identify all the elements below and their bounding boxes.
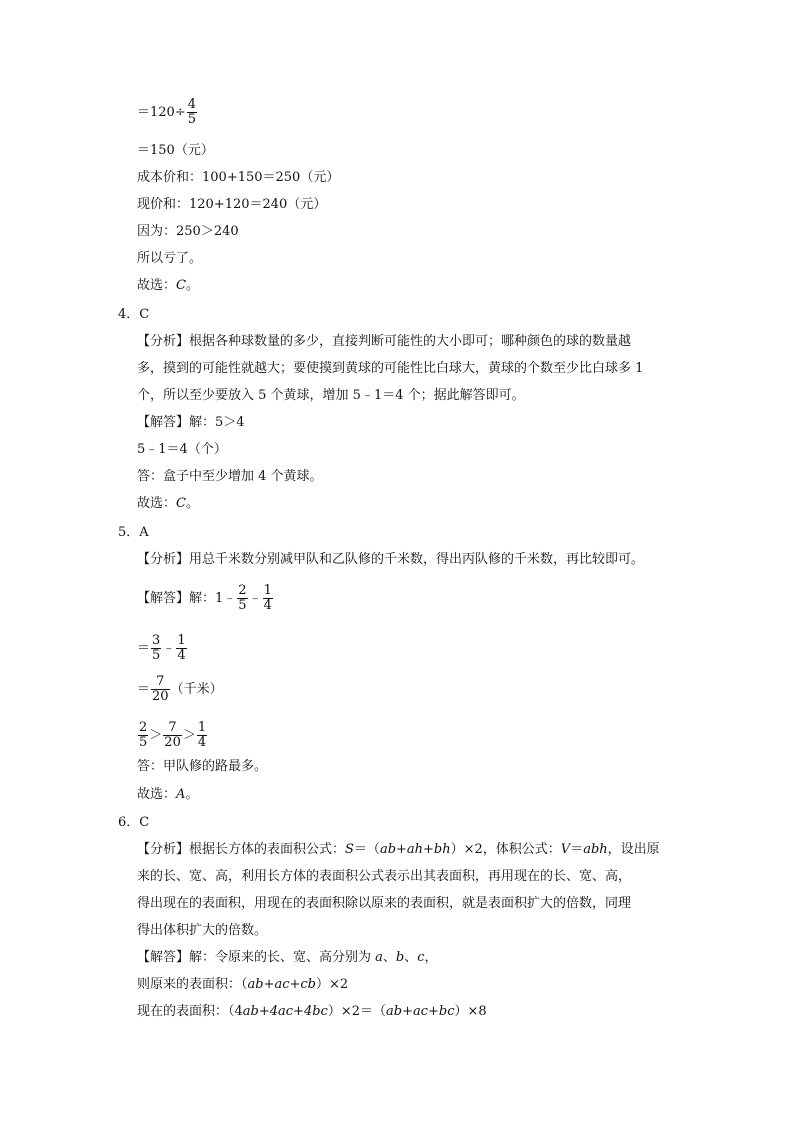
q4-answer-2: 5﹣1＝4（个） bbox=[137, 442, 227, 457]
q6-analysis-2: 来的长、宽、高，利用长方体的表面积公式表示出其表面积，再用现在的长、宽、高， bbox=[137, 869, 632, 884]
q6-answer-3: 现在的表面积：（4ab+4ac+4bc）×2＝（ab+ac+bc）×8 bbox=[137, 1004, 487, 1019]
q5-conclusion: 答：甲队修的路最多。 bbox=[137, 759, 268, 774]
fraction: $\frac{2}{5}$ bbox=[238, 583, 247, 613]
fraction: $\frac{3}{5}$ bbox=[152, 633, 161, 663]
q4-analysis-3: 个，所以至少要放入 5 个黄球，增加 5﹣1＝4 个；据此解答即可。 bbox=[137, 388, 525, 403]
q5-choice: 故选：A。 bbox=[137, 787, 199, 802]
q3-line-6: 所以亏了。 bbox=[137, 251, 203, 266]
q5-answer-line-1: 【解答】解：1﹣ $\frac{2}{5}$ ﹣ $\frac{1}{4}$ bbox=[137, 583, 272, 613]
q3-line-5: 因为：250＞240 bbox=[137, 224, 239, 239]
fraction: $\frac{7}{20}$ bbox=[152, 674, 169, 704]
q3-line-4: 现价和：120+120＝240（元） bbox=[137, 197, 327, 212]
q5-answer-line-2: ＝ $\frac{3}{5}$ ﹣ $\frac{1}{4}$ bbox=[137, 633, 186, 663]
q4-analysis-1: 【分析】根据各种球数量的多少，直接判断可能性的大小即可；哪种颜色的球的数量越 bbox=[137, 334, 632, 349]
q6-answer-2: 则原来的表面积：（ab+ac+cb）×2 bbox=[137, 977, 349, 992]
q6-analysis-1: 【分析】根据长方体的表面积公式：S＝（ab+ah+bh）×2，体积公式：V＝abh，设出原 bbox=[137, 842, 660, 857]
fraction: $\frac{1}{4}$ bbox=[177, 633, 186, 663]
q6-answer-1: 【解答】解：令原来的长、宽、高分别为 a、b、c， bbox=[137, 950, 438, 965]
q5-number: 5．A bbox=[118, 525, 149, 540]
fraction: $\frac{2}{5}$ bbox=[139, 720, 148, 750]
q4-choice: 故选：C。 bbox=[137, 496, 199, 511]
fraction: $\frac{1}{4}$ bbox=[197, 720, 207, 750]
q3-line-3: 成本价和：100+150＝250（元） bbox=[137, 170, 340, 185]
q4-analysis-2: 多，摸到的可能性就越大；要使摸到黄球的可能性比白球大，黄球的个数至少比白球多 1 bbox=[137, 361, 644, 376]
q4-number: 4．C bbox=[118, 307, 150, 322]
q6-number: 6．C bbox=[118, 815, 150, 830]
fraction: $\frac{7}{20}$ bbox=[164, 720, 181, 750]
q6-analysis-4: 得出体积扩大的倍数。 bbox=[137, 923, 268, 938]
q3-line-1: ＝120÷ $\frac{4}{5}$ bbox=[137, 97, 196, 127]
q3-choice: 故选：C。 bbox=[137, 278, 199, 293]
q5-analysis: 【分析】用总千米数分别减甲队和乙队修的千米数，得出丙队修的千米数，再比较即可。 bbox=[137, 552, 645, 567]
q3-line-2: ＝150（元） bbox=[137, 143, 214, 158]
q6-analysis-3: 得出现在的表面积，用现在的表面积除以原来的表面积，就是表面积扩大的倍数，同理 bbox=[137, 896, 632, 911]
fraction: $\frac{4}{5}$ bbox=[187, 97, 196, 127]
fraction: $\frac{1}{4}$ bbox=[263, 583, 272, 613]
q4-answer-1: 【解答】解：5＞4 bbox=[137, 415, 245, 430]
q4-answer-3: 答：盒子中至少增加 4 个黄球。 bbox=[137, 469, 323, 484]
q5-comparison: $\frac{2}{5}$ ＞ $\frac{7}{20}$ ＞ $\frac{1}{4}$ bbox=[139, 720, 207, 750]
q5-answer-line-3: ＝ $\frac{7}{20}$ （千米） bbox=[137, 674, 223, 704]
